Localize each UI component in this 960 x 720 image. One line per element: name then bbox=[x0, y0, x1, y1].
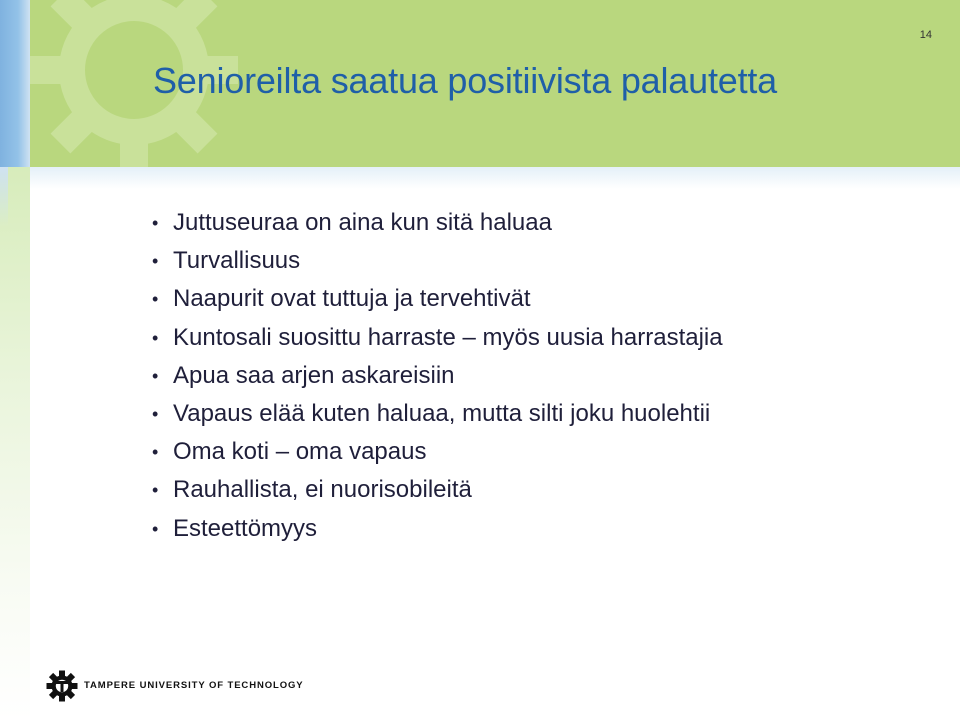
logo-text: TAMPERE UNIVERSITY OF TECHNOLOGY bbox=[84, 680, 304, 692]
bullet-item: • Naapurit ovat tuttuja ja tervehtivät bbox=[152, 280, 723, 318]
tut-gear-logo-icon bbox=[46, 670, 78, 702]
bullet-item: • Rauhallista, ei nuorisobileitä bbox=[152, 471, 723, 509]
header-blue-stripe bbox=[0, 0, 30, 167]
bullet-item: • Oma koti – oma vapaus bbox=[152, 433, 723, 471]
bullet-item: • Turvallisuus bbox=[152, 242, 723, 280]
bullet-list bbox=[152, 204, 723, 548]
header-shadow bbox=[30, 167, 960, 189]
bullet-item: • Vapaus elää kuten haluaa, mutta silti joku huolehtii bbox=[152, 395, 723, 433]
bullet-item: • Apua saa arjen askareisiin bbox=[152, 357, 723, 395]
side-strip-blue bbox=[0, 167, 8, 227]
footer-logo bbox=[46, 668, 304, 704]
slide-number: 14 bbox=[919, 29, 932, 41]
bullet-item: • Kuntosali suosittu harraste – myös uusia harrastajia bbox=[152, 319, 723, 357]
bullet-item: • Juttuseuraa on aina kun sitä haluaa bbox=[152, 204, 723, 242]
side-strip bbox=[0, 167, 30, 720]
bullet-item: • Esteettömyys bbox=[152, 510, 723, 548]
slide-title: Senioreilta saatua positiivista palautetta bbox=[153, 60, 777, 101]
